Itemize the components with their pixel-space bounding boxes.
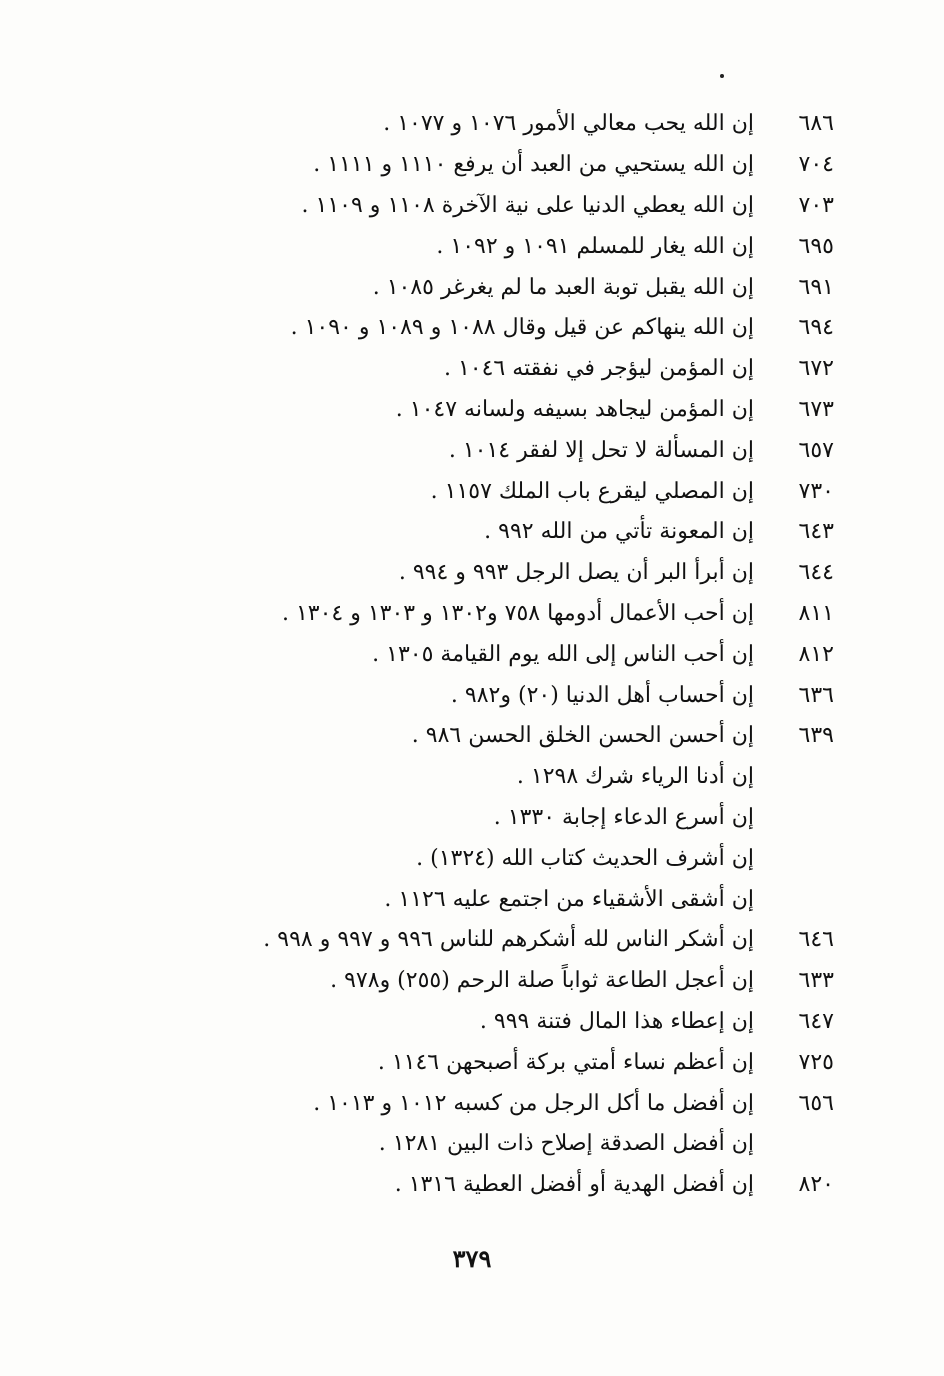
entry-number: ٦٥٧ bbox=[798, 437, 834, 463]
entry-number: ٦٩٥ bbox=[798, 233, 834, 259]
entry-text: إن أحساب أهل الدنيا (٢٠) و٩٨٢ . bbox=[450, 682, 754, 708]
page-number: ٣٧٩ bbox=[452, 1244, 492, 1273]
index-entry bbox=[200, 634, 840, 675]
entry-number: ٧٢٥ bbox=[798, 1049, 834, 1075]
entry-number: ٦٣٣ bbox=[798, 968, 834, 994]
entry-text: إن أعظم نساء أمتي بركة أصبحهن ١١٤٦ . bbox=[377, 1049, 754, 1075]
entry-text: إن أفضل ما أكل الرجل من كسبه ١٠١٢ و ١٠١٣ . bbox=[313, 1090, 754, 1116]
entry-text: إن أعجل الطاعة ثواباً صلة الرحم (٢٥٥) و٩٧٨ . bbox=[330, 968, 754, 994]
index-entry bbox=[200, 104, 840, 145]
entry-number: ٧٠٤ bbox=[798, 152, 834, 178]
index-entry bbox=[200, 512, 840, 553]
entry-number: ٦٣٩ bbox=[798, 723, 834, 749]
entry-text: إن أشقى الأشقياء من اجتمع عليه ١١٢٦ . bbox=[384, 886, 754, 912]
entry-number: ٦٨٦ bbox=[798, 111, 834, 137]
entry-text: إن الله يستحيي من العبد أن يرفع ١١١٠ و ١١١١ . bbox=[313, 152, 754, 178]
entry-text: إن أفضل الصدقة إصلاح ذات البين ١٢٨١ . bbox=[378, 1131, 754, 1157]
ink-speck bbox=[720, 74, 724, 78]
index-entry bbox=[200, 349, 840, 390]
index-entry bbox=[200, 1165, 840, 1206]
entry-number: ٨٢٠ bbox=[798, 1172, 834, 1198]
index-entry bbox=[200, 798, 840, 839]
index-entry bbox=[200, 430, 840, 471]
entry-number: ٦٥٦ bbox=[798, 1090, 834, 1116]
entry-text: إن المعونة تأتي من الله ٩٩٢ . bbox=[484, 519, 754, 545]
entry-number: ٦٩٤ bbox=[798, 315, 834, 341]
entry-text: إن المصلي ليقرع باب الملك ١١٥٧ . bbox=[430, 478, 754, 504]
index-entry bbox=[200, 716, 840, 757]
index-entry bbox=[200, 594, 840, 635]
entry-text: إن أحب الناس إلى الله يوم القيامة ١٣٠٥ . bbox=[372, 641, 754, 667]
entry-number: ٧٣٠ bbox=[798, 478, 834, 504]
entry-text: إن أبرأ البر أن يصل الرجل ٩٩٣ و ٩٩٤ . bbox=[398, 560, 754, 586]
entry-text: إن أسرع الدعاء إجابة ١٣٣٠ . bbox=[493, 804, 754, 830]
entry-text: إن الله يقبل توبة العبد ما لم يغرغر ١٠٨٥ . bbox=[372, 274, 754, 300]
index-entry bbox=[200, 961, 840, 1002]
entry-text: إن أشرف الحديث كتاب الله (١٣٢٤) . bbox=[416, 845, 754, 871]
index-entry bbox=[200, 267, 840, 308]
index-entry bbox=[200, 920, 840, 961]
entry-number: ٦٤٧ bbox=[798, 1008, 834, 1034]
index-entry bbox=[200, 1002, 840, 1043]
entry-number: ٦٣٦ bbox=[798, 682, 834, 708]
entry-text: إن المؤمن ليجاهد بسيفه ولسانه ١٠٤٧ . bbox=[395, 396, 754, 422]
entry-text: إن الله يغار للمسلم ١٠٩١ و ١٠٩٢ . bbox=[436, 233, 754, 259]
index-entry bbox=[200, 308, 840, 349]
entry-text: إن المسألة لا تحل إلا لفقر ١٠١٤ . bbox=[448, 437, 754, 463]
entry-text: إن أشكر الناس لله أشكرهم للناس ٩٩٦ و ٩٩٧ و ٩٩٨ . bbox=[263, 927, 754, 953]
index-entry bbox=[200, 1124, 840, 1165]
entry-text: إن الله ينهاكم عن قيل وقال ١٠٨٨ و ١٠٨٩ و ١٠٩٠ . bbox=[290, 315, 754, 341]
entry-text: إن الله يعطي الدنيا على نية الآخرة ١١٠٨ و ١١٠٩ . bbox=[301, 192, 754, 218]
entry-text: إن إعطاء هذا المال فتنة ٩٩٩ . bbox=[479, 1008, 754, 1034]
entry-number: ٨١٢ bbox=[798, 641, 834, 667]
index-entry bbox=[200, 186, 840, 227]
entry-number: ٦٧٢ bbox=[798, 356, 834, 382]
entry-number: ٦٩١ bbox=[798, 274, 834, 300]
entry-text: إن أدنا الرياء شرك ١٢٩٨ . bbox=[516, 764, 754, 790]
entry-number: ٦٤٤ bbox=[798, 560, 834, 586]
entry-number: ٨١١ bbox=[798, 600, 834, 626]
index-entry bbox=[200, 1042, 840, 1083]
index-entry bbox=[200, 390, 840, 431]
index-entry bbox=[200, 471, 840, 512]
entry-text: إن الله يحب معالي الأمور ١٠٧٦ و ١٠٧٧ . bbox=[383, 111, 754, 137]
entry-number: ٦٤٣ bbox=[798, 519, 834, 545]
index-entries-list bbox=[200, 104, 840, 1206]
entry-text: إن أحسن الحسن الخلق الحسن ٩٨٦ . bbox=[411, 723, 754, 749]
index-entry bbox=[200, 1083, 840, 1124]
index-entry bbox=[200, 838, 840, 879]
index-entry bbox=[200, 145, 840, 186]
index-entry bbox=[200, 553, 840, 594]
entry-text: إن أفضل الهدية أو أفضل العطية ١٣١٦ . bbox=[394, 1172, 754, 1198]
index-entry bbox=[200, 879, 840, 920]
entry-number: ٦٤٦ bbox=[798, 927, 834, 953]
entry-text: إن أحب الأعمال أدومها ٧٥٨ و١٣٠٢ و ١٣٠٣ و ١٣٠٤ . bbox=[281, 600, 754, 626]
index-entry bbox=[200, 675, 840, 716]
index-entry bbox=[200, 226, 840, 267]
entry-number: ٧٠٣ bbox=[798, 192, 834, 218]
entry-number: ٦٧٣ bbox=[798, 396, 834, 422]
entry-text: إن المؤمن ليؤجر في نفقته ١٠٤٦ . bbox=[443, 356, 754, 382]
index-entry bbox=[200, 757, 840, 798]
